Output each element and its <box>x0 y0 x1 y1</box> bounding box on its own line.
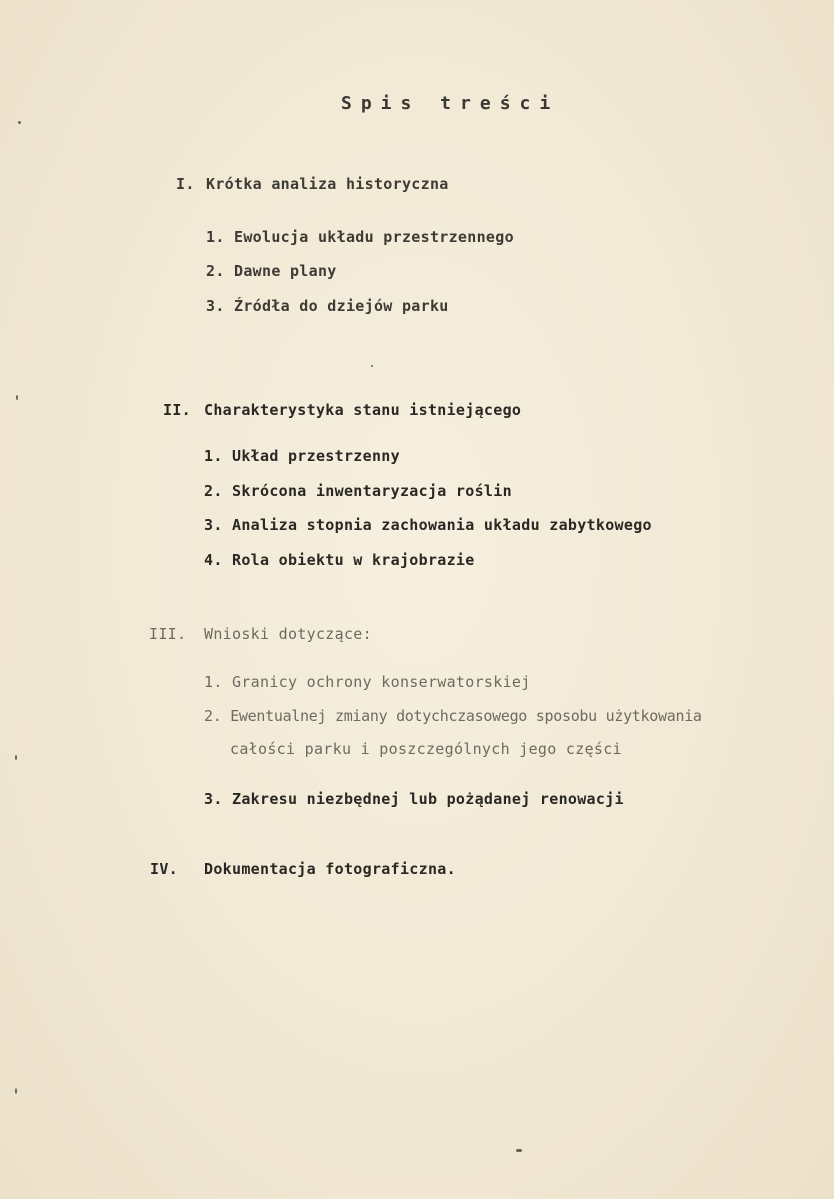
paper-speck <box>18 121 21 124</box>
section-3-heading: Wnioski dotyczące: <box>204 625 372 643</box>
section-4-heading: Dokumentacja fotograficzna. <box>204 860 456 878</box>
section-1-heading: Krótka analiza historyczna <box>206 175 449 193</box>
paper-speck <box>15 755 17 760</box>
paper-speck <box>16 395 18 400</box>
page-title: Spis treści <box>341 93 560 114</box>
paper-speck <box>15 1088 17 1094</box>
section-3-item-3: 3. Zakresu niezbędnej lub pożądanej renowacji <box>204 790 624 808</box>
section-2-heading: Charakterystyka stanu istniejącego <box>204 401 522 419</box>
section-2-item-4: 4. Rola obiektu w krajobrazie <box>204 551 475 569</box>
section-1-item-1: 1. Ewolucja układu przestrzennego <box>206 228 514 246</box>
section-3-item-2-continued: całości parku i poszczególnych jego części <box>230 740 622 758</box>
paper-speck <box>516 1149 522 1152</box>
section-2-item-2: 2. Skrócona inwentaryzacja roślin <box>204 482 512 500</box>
section-3-item-2: 2. Ewentualnej zmiany dotychczasowego sposobu użytkowania <box>204 707 702 725</box>
section-2-numeral: II. <box>163 401 191 419</box>
section-2-item-1: 1. Układ przestrzenny <box>204 447 400 465</box>
paper-speck <box>371 365 373 367</box>
section-3-item-1: 1. Granicy ochrony konserwatorskiej <box>204 673 531 691</box>
section-1-item-2: 2. Dawne plany <box>206 262 337 280</box>
section-3-numeral: III. <box>149 625 187 643</box>
section-4-numeral: IV. <box>150 860 178 878</box>
section-1-numeral: I. <box>176 175 195 193</box>
section-1-item-3: 3. Źródła do dziejów parku <box>206 297 449 315</box>
section-2-item-3: 3. Analiza stopnia zachowania układu zabytkowego <box>204 516 652 534</box>
